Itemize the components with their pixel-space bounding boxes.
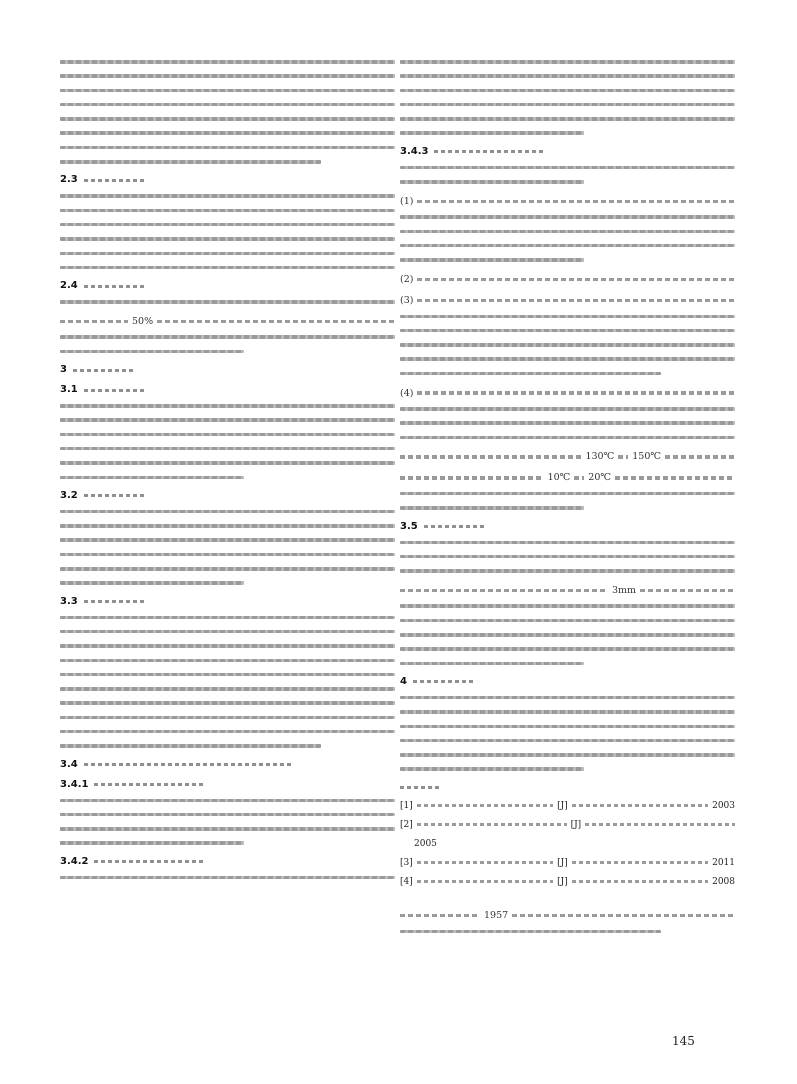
section-heading bbox=[60, 759, 395, 771]
text-line bbox=[400, 329, 735, 333]
reference-tag: [J] bbox=[557, 857, 568, 868]
text-line bbox=[400, 230, 735, 234]
text-line bbox=[400, 117, 735, 121]
inline-percent: 50% bbox=[132, 315, 154, 327]
text-line bbox=[400, 506, 584, 510]
text-line bbox=[400, 60, 735, 64]
right-column bbox=[400, 60, 735, 944]
section-number: 4 bbox=[400, 675, 407, 687]
list-item bbox=[400, 273, 735, 287]
text-line bbox=[60, 581, 244, 585]
text-line bbox=[60, 876, 395, 880]
reference-marker: [4] bbox=[400, 876, 413, 887]
reference-tag: [J] bbox=[570, 819, 582, 830]
text-line bbox=[60, 433, 395, 437]
inline-thickness: 3mm bbox=[611, 584, 636, 596]
inline-temperature: 130℃ bbox=[585, 451, 615, 463]
text-line bbox=[60, 103, 395, 107]
list-item bbox=[400, 386, 735, 400]
section-number: 3.4.1 bbox=[60, 778, 89, 790]
text-line bbox=[400, 930, 661, 934]
reference-tag: [J] bbox=[557, 876, 568, 887]
text-line bbox=[60, 813, 395, 817]
text-line bbox=[60, 74, 395, 78]
text-line bbox=[400, 492, 735, 496]
reference-item-continued bbox=[400, 838, 735, 850]
author-bio-line bbox=[400, 909, 735, 923]
text-line bbox=[400, 436, 735, 440]
section-number: 3.4.3 bbox=[400, 145, 429, 157]
text-line bbox=[60, 194, 395, 198]
text-line bbox=[60, 716, 395, 720]
text-line bbox=[400, 357, 735, 361]
text-line bbox=[400, 725, 735, 729]
section-heading bbox=[60, 779, 395, 791]
page-number-value: 145 bbox=[672, 1034, 695, 1048]
text-line bbox=[400, 604, 735, 608]
left-column bbox=[60, 60, 395, 890]
reference-item bbox=[400, 876, 735, 888]
text-line bbox=[400, 710, 735, 714]
text-line bbox=[60, 418, 395, 422]
text-line bbox=[400, 647, 735, 651]
text-line bbox=[400, 753, 735, 757]
text-line bbox=[400, 555, 735, 559]
list-marker: (3) bbox=[400, 295, 414, 307]
text-line bbox=[400, 541, 735, 545]
page-number bbox=[672, 1034, 695, 1048]
section-number: 3.4 bbox=[60, 758, 78, 770]
text-line bbox=[400, 471, 735, 485]
text-line bbox=[60, 131, 395, 135]
section-heading bbox=[60, 280, 395, 292]
section-heading bbox=[60, 364, 395, 376]
text-line bbox=[400, 215, 735, 219]
references-heading bbox=[400, 782, 735, 792]
text-line bbox=[60, 799, 395, 803]
text-line bbox=[400, 180, 584, 184]
reference-year: 2005 bbox=[414, 838, 437, 849]
text-line bbox=[60, 630, 395, 634]
text-line bbox=[60, 476, 244, 480]
text-line bbox=[400, 315, 735, 319]
text-line bbox=[400, 583, 735, 597]
section-number: 3.4.2 bbox=[60, 855, 89, 867]
text-line bbox=[400, 569, 735, 573]
text-line bbox=[400, 421, 735, 425]
section-number: 2.3 bbox=[60, 174, 78, 186]
reference-tag: [J] bbox=[557, 800, 568, 811]
list-item bbox=[400, 194, 735, 208]
text-line bbox=[60, 841, 244, 845]
section-number: 3.2 bbox=[60, 489, 78, 501]
text-line bbox=[400, 619, 735, 623]
text-line bbox=[60, 237, 395, 241]
text-line bbox=[60, 223, 395, 227]
text-line bbox=[400, 633, 735, 637]
text-line bbox=[60, 350, 244, 354]
inline-temperature: 10℃ bbox=[547, 472, 571, 484]
list-item bbox=[400, 294, 735, 308]
text-line bbox=[60, 510, 395, 514]
reference-marker: [3] bbox=[400, 857, 413, 868]
section-heading bbox=[400, 521, 735, 533]
text-line bbox=[60, 567, 395, 571]
list-marker: (2) bbox=[400, 274, 414, 286]
text-line bbox=[60, 300, 395, 304]
text-line bbox=[60, 160, 321, 164]
text-line bbox=[60, 335, 395, 339]
reference-item bbox=[400, 857, 735, 869]
section-heading bbox=[400, 146, 735, 158]
reference-item bbox=[400, 800, 735, 812]
text-line bbox=[60, 252, 395, 256]
text-line bbox=[60, 404, 395, 408]
text-line bbox=[60, 659, 395, 663]
text-line bbox=[400, 343, 735, 347]
reference-year: 2008 bbox=[712, 876, 736, 887]
text-line bbox=[60, 701, 395, 705]
text-line bbox=[400, 767, 584, 771]
section-number: 3.5 bbox=[400, 520, 418, 532]
text-line bbox=[60, 538, 395, 542]
list-marker: (4) bbox=[400, 387, 414, 399]
section-number: 3.3 bbox=[60, 595, 78, 607]
text-line bbox=[400, 258, 584, 262]
text-line bbox=[60, 744, 321, 748]
section-number: 2.4 bbox=[60, 280, 78, 292]
text-line bbox=[60, 687, 395, 691]
inline-temperature: 20℃ bbox=[588, 472, 611, 484]
text-line bbox=[60, 553, 395, 557]
text-line bbox=[400, 244, 735, 248]
text-line bbox=[400, 74, 735, 78]
reference-marker: [1] bbox=[400, 800, 413, 811]
text-line bbox=[60, 673, 395, 677]
inline-year: 1957 bbox=[484, 910, 509, 922]
text-line bbox=[60, 89, 395, 93]
section-number: 3 bbox=[60, 364, 67, 376]
section-heading bbox=[400, 676, 735, 688]
text-line bbox=[60, 524, 395, 528]
text-line bbox=[60, 730, 395, 734]
reference-year: 2003 bbox=[712, 800, 736, 811]
section-heading bbox=[60, 384, 395, 396]
text-line bbox=[400, 103, 735, 107]
section-number: 3.1 bbox=[60, 384, 78, 396]
text-line bbox=[60, 60, 395, 64]
text-line bbox=[400, 450, 735, 464]
text-line bbox=[400, 739, 735, 743]
text-line bbox=[400, 407, 735, 411]
inline-temperature: 150℃ bbox=[632, 451, 661, 463]
text-line bbox=[60, 117, 395, 121]
section-heading bbox=[60, 596, 395, 608]
section-heading bbox=[60, 490, 395, 502]
section-heading bbox=[60, 174, 395, 186]
reference-item bbox=[400, 819, 735, 831]
text-line bbox=[60, 827, 395, 831]
list-marker: (1) bbox=[400, 195, 414, 207]
text-line bbox=[400, 696, 735, 700]
text-line bbox=[400, 131, 584, 135]
section-heading bbox=[60, 856, 395, 868]
text-line bbox=[400, 166, 735, 170]
text-line bbox=[60, 447, 395, 451]
text-line bbox=[400, 662, 584, 666]
text-line bbox=[60, 644, 395, 648]
text-line bbox=[60, 146, 395, 150]
text-line bbox=[60, 616, 395, 620]
text-line bbox=[60, 209, 395, 213]
text-line bbox=[400, 89, 735, 93]
reference-year: 2011 bbox=[712, 857, 736, 868]
text-line bbox=[400, 372, 661, 376]
reference-marker: [2] bbox=[400, 819, 413, 830]
text-line bbox=[60, 314, 395, 328]
text-line bbox=[60, 461, 395, 465]
text-line bbox=[60, 266, 395, 270]
